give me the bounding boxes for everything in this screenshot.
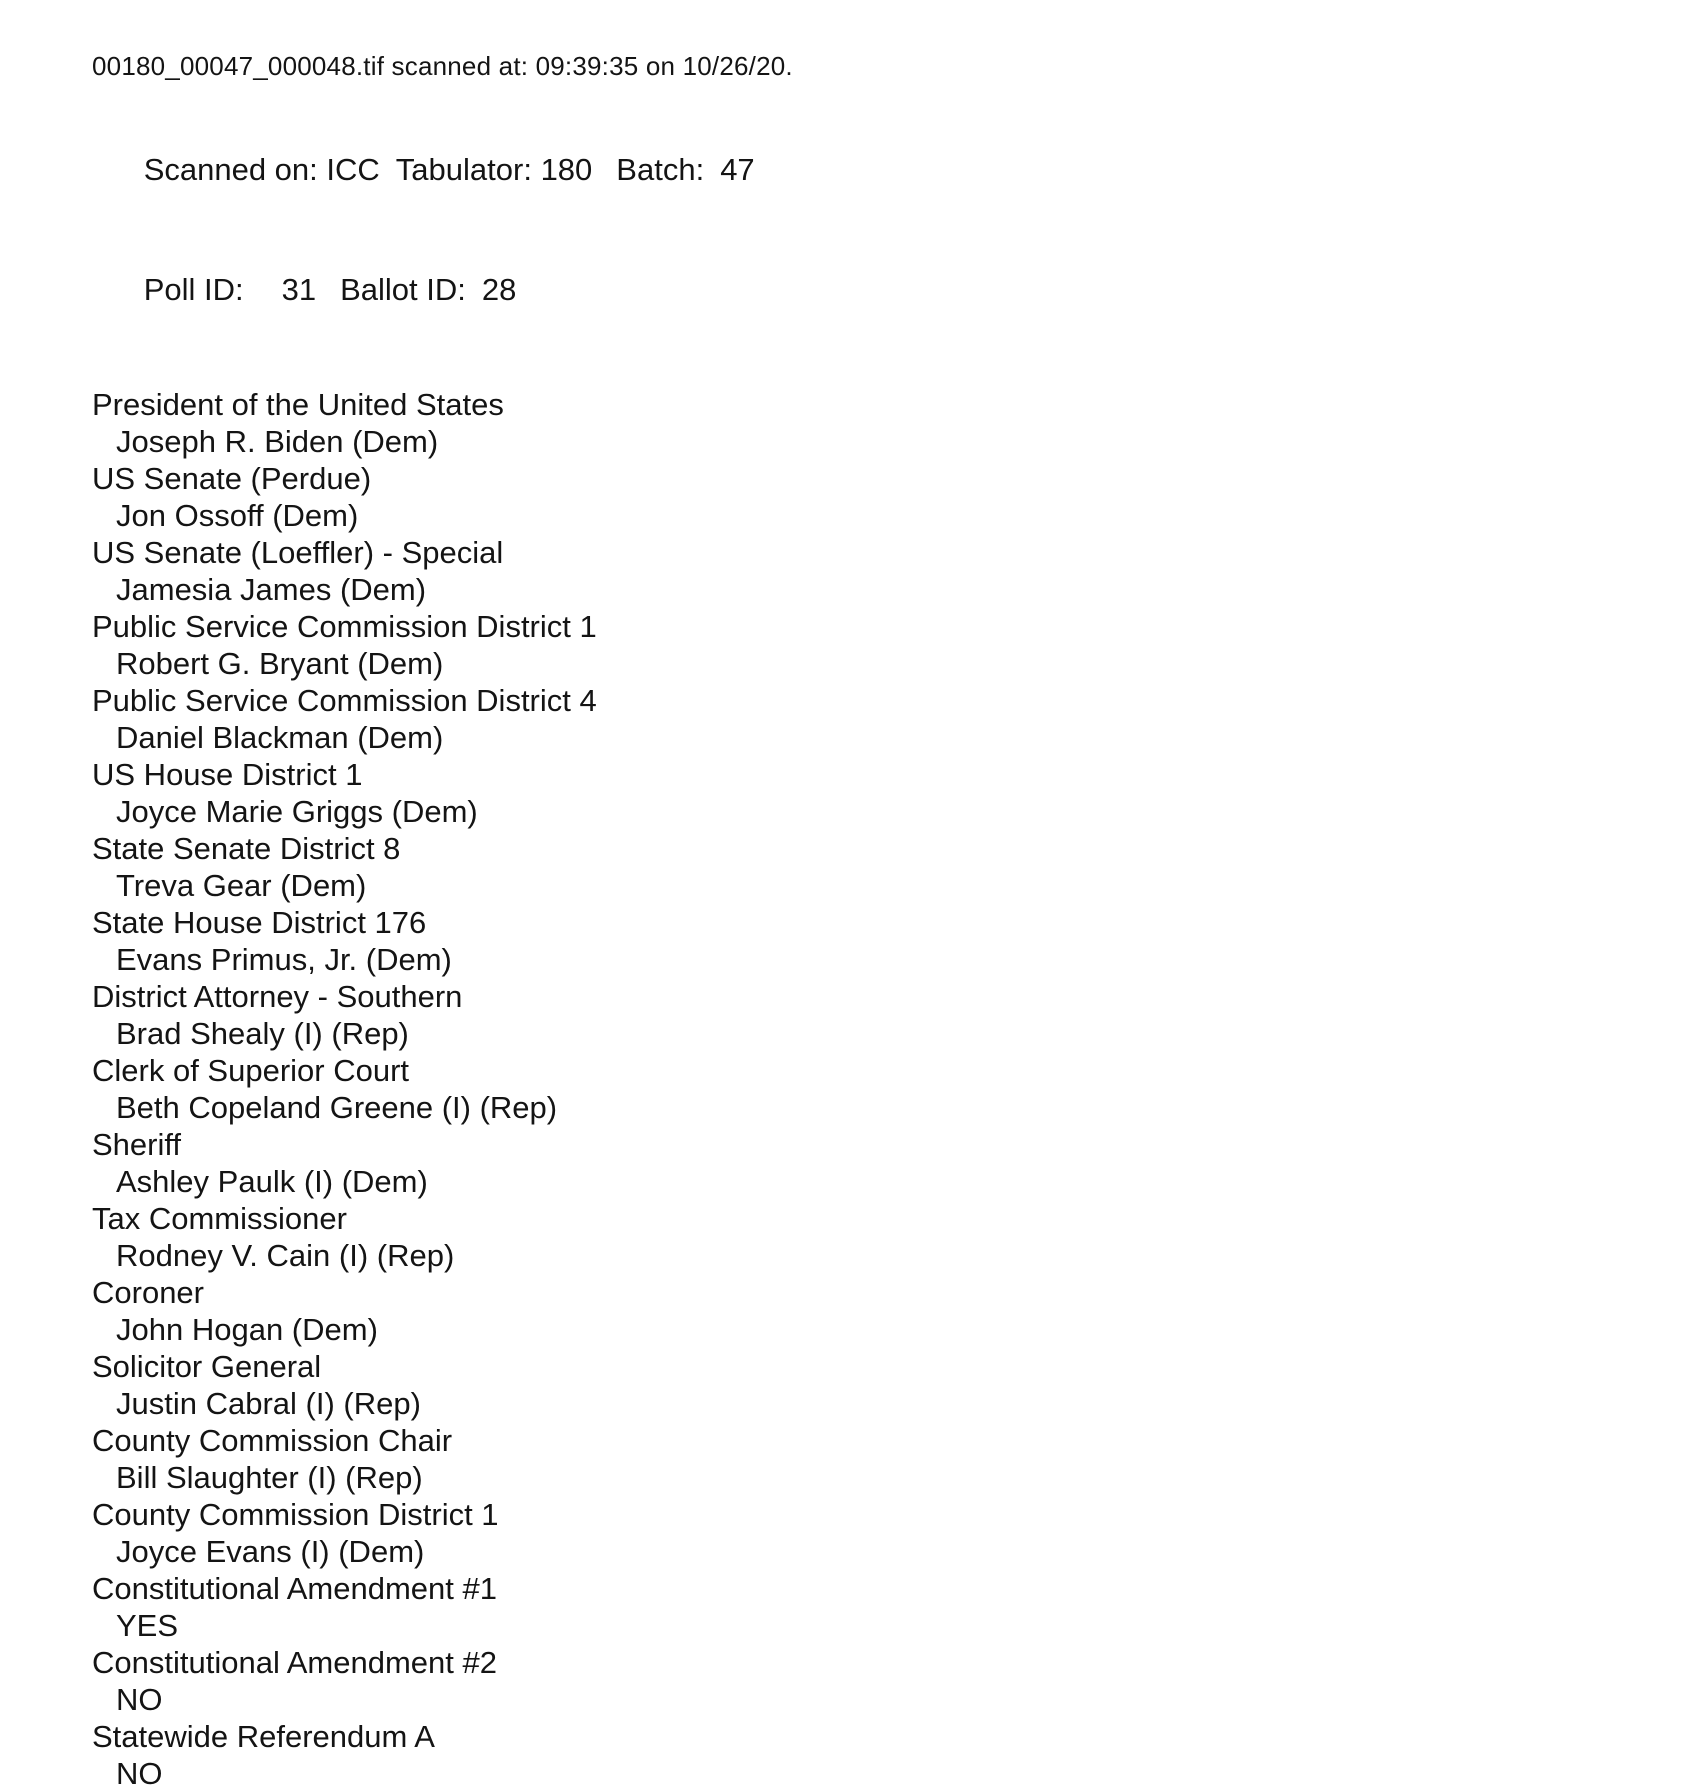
contest-row xyxy=(92,978,1592,1052)
contest-row xyxy=(92,534,1592,608)
contest-title: Sheriff xyxy=(92,1127,182,1162)
contest-title: State House District 176 xyxy=(92,905,427,940)
ballot-id-label: Ballot ID: xyxy=(340,272,466,307)
contest-row xyxy=(92,1052,1592,1126)
contest-choice: Bill Slaughter (I) (Rep) xyxy=(116,1460,423,1495)
contest-row xyxy=(92,608,1592,682)
filename-scan-line: 00180_00047_000048.tif scanned at: 09:39:35 on 10/26/20. xyxy=(92,51,793,81)
contest-choice: Treva Gear (Dem) xyxy=(116,868,367,903)
contest-choice: Jamesia James (Dem) xyxy=(116,572,427,607)
contest-row xyxy=(92,904,1592,978)
contest-title: State Senate District 8 xyxy=(92,831,401,866)
contest-choice: Ashley Paulk (I) (Dem) xyxy=(116,1164,428,1199)
contest-row xyxy=(92,1274,1592,1348)
contest-title: Solicitor General xyxy=(92,1349,322,1384)
contest-choice: Robert G. Bryant (Dem) xyxy=(116,646,444,681)
contest-choice: John Hogan (Dem) xyxy=(116,1312,378,1347)
batch-label: Batch: xyxy=(616,152,705,187)
contest-title: US Senate (Loeffler) - Special xyxy=(92,535,504,570)
contest-choice: NO xyxy=(116,1682,163,1717)
contest-choice: Rodney V. Cain (I) (Rep) xyxy=(116,1238,455,1273)
contest-title: Constitutional Amendment #1 xyxy=(92,1571,497,1606)
contest-title: US Senate (Perdue) xyxy=(92,461,372,496)
contest-title: Statewide Referendum A xyxy=(92,1719,435,1754)
contest-title: County Commission Chair xyxy=(92,1423,453,1458)
contest-choice: Justin Cabral (I) (Rep) xyxy=(116,1386,421,1421)
contest-choice: NO xyxy=(116,1756,163,1791)
contest-title: Constitutional Amendment #2 xyxy=(92,1645,497,1680)
scan-info-row xyxy=(92,110,1592,230)
contest-choice: Joyce Marie Griggs (Dem) xyxy=(116,794,478,829)
contest-title: Public Service Commission District 4 xyxy=(92,683,597,718)
contest-row xyxy=(92,756,1592,830)
contest-choice: Jon Ossoff (Dem) xyxy=(116,498,359,533)
poll-id-label: Poll ID: xyxy=(143,272,244,307)
contest-choice: YES xyxy=(116,1608,179,1643)
contest-title: Tax Commissioner xyxy=(92,1201,347,1236)
tabulator-value: 180 xyxy=(540,152,593,187)
contest-title: District Attorney - Southern xyxy=(92,979,463,1014)
contest-choice: Daniel Blackman (Dem) xyxy=(116,720,444,755)
contest-choice: Joseph R. Biden (Dem) xyxy=(116,424,439,459)
contest-title: US House District 1 xyxy=(92,757,363,792)
contest-row xyxy=(92,1496,1592,1570)
batch-value: 47 xyxy=(720,152,755,187)
cast-vote-record-list xyxy=(92,386,1592,1792)
contest-title: County Commission District 1 xyxy=(92,1497,499,1532)
contest-row xyxy=(92,682,1592,756)
contest-title: Coroner xyxy=(92,1275,204,1310)
contest-row xyxy=(92,830,1592,904)
contest-row xyxy=(92,1200,1592,1274)
contest-title: Clerk of Superior Court xyxy=(92,1053,410,1088)
contest-row xyxy=(92,1570,1592,1644)
contest-row xyxy=(92,1348,1592,1422)
contest-row xyxy=(92,1718,1592,1792)
scanned-on-label: Scanned on: xyxy=(143,152,318,187)
scanned-on-value: ICC xyxy=(326,152,380,187)
contest-choice: Evans Primus, Jr. (Dem) xyxy=(116,942,452,977)
ballot-id-value: 28 xyxy=(481,272,517,307)
contest-row xyxy=(92,386,1592,460)
contest-choice: Beth Copeland Greene (I) (Rep) xyxy=(116,1090,558,1125)
contest-row xyxy=(92,1422,1592,1496)
poll-id-value: 31 xyxy=(281,272,317,307)
contest-row xyxy=(92,1644,1592,1718)
contest-row xyxy=(92,1126,1592,1200)
contest-choice: Joyce Evans (I) (Dem) xyxy=(116,1534,425,1569)
contest-title: Public Service Commission District 1 xyxy=(92,609,597,644)
contest-row xyxy=(92,460,1592,534)
scan-metadata xyxy=(92,110,1592,350)
contest-choice: Brad Shealy (I) (Rep) xyxy=(116,1016,409,1051)
poll-info-row xyxy=(92,230,1592,350)
contest-title: President of the United States xyxy=(92,387,504,422)
tabulator-label: Tabulator: xyxy=(395,152,532,187)
document-page xyxy=(92,50,1592,1792)
